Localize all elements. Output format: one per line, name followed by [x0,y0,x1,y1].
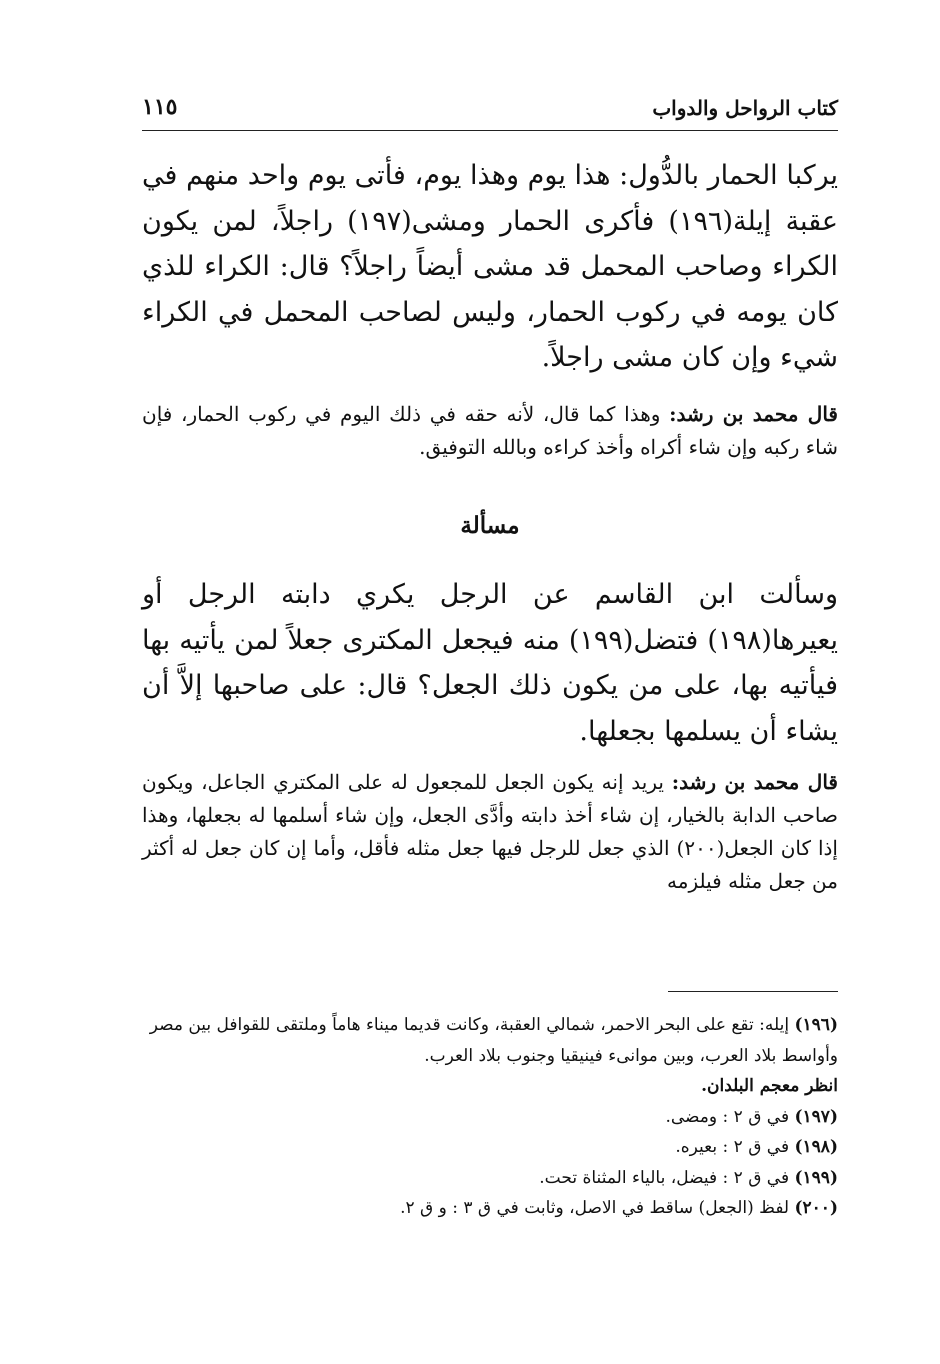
footnote-number: (١٩٩) [794,1167,838,1188]
commentary-1-lead: قال محمد بن رشد: [669,402,838,426]
footnote-text: في ق ٢ : فيضل، بالياء المثناة تحت. [539,1167,795,1188]
footnote-number: (٢٠٠) [794,1198,838,1218]
commentary-2 [142,766,838,898]
footnote-number: (١٩٦) [794,1015,838,1035]
footnote-text: في ق ٢ : بعيره. [675,1137,795,1157]
paragraph-2: وسألت ابن القاسم عن الرجل يكري دابته الرجل أو يعيرها(١٩٨) فتضل(١٩٩) منه فيجعل المكترى جعلاً لمن يأتيه بها فيأتيه بها، على من يكون ذلك الجعل؟ قال: على صاحبها إلاَّ أن يشاء أن يسلمها بجعلها. [142,579,838,747]
running-title: كتاب الرواحل والدواب [652,96,838,120]
footnote-198 [142,1132,838,1163]
paragraph-1: يركبا الحمار بالدُّول: هذا يوم وهذا يوم، فأتى يوم واحد منهم في عقبة إيلة(١٩٦) فأكرى الحمار ومشى(١٩٧) راجلاً، لمن يكون الكراء وصاحب المحمل قد مشى أيضاً راجلاً؟ قال: الكراء للذي كان يومه في ركوب الحمار، وليس لصاحب المحمل في الكراء شيء وإن كان مشى راجلاً. [142,160,838,373]
footnote-200 [142,1193,838,1224]
footnote-number: (١٩٧) [794,1106,838,1127]
footnotes [142,1010,838,1224]
footnote-196 [142,1010,838,1102]
footnote-separator [668,991,838,992]
footnote-197 [142,1102,838,1133]
commentary-1 [142,398,838,464]
footnote-text: لفظ (الجعل) ساقط في الاصل، وثابت في ق ٣ : و ق ٢. [400,1198,795,1218]
section-heading: مسألة [460,512,520,539]
footnote-number: (١٩٨) [794,1137,838,1157]
footnote-text: إيله: تقع على البحر الاحمر، شمالي العقبة، وكانت قديما ميناء هاماً وملتقى للقوافل بين مصر وأواسط بلاد العرب، وبين موانىء فينيقيا وجنوب بلاد العرب. [149,1015,838,1066]
commentary-1-text: وهذا كما قال، لأنه حقه في ذلك اليوم في ركوب الحمار، فإن شاء ركبه وإن شاء أكراه وأخذ كراءه وبالله التوفيق. [142,402,838,459]
footnote-reference: انظر معجم البلدان. [701,1076,838,1096]
commentary-2-text: يريد إنه يكون الجعل للمجعول له على المكتري الجاعل، ويكون صاحب الدابة بالخيار، إن شاء أخذ دابته وأدَّى الجعل، وإن شاء أسلمها له بجعلها، وهذا إذا كان الجعل(٢٠٠) الذي جعل للرجل فيها جعل مثله فأقل، وأما إن كان جعل له أكثر من جعل مثله فيلزمه [142,770,838,893]
running-header [142,94,838,131]
commentary-2-lead: قال محمد بن رشد: [671,770,838,794]
footnote-text: في ق ٢ : ومضى. [665,1106,795,1127]
page-number: ١١٥ [142,94,178,120]
footnote-199 [142,1163,838,1194]
